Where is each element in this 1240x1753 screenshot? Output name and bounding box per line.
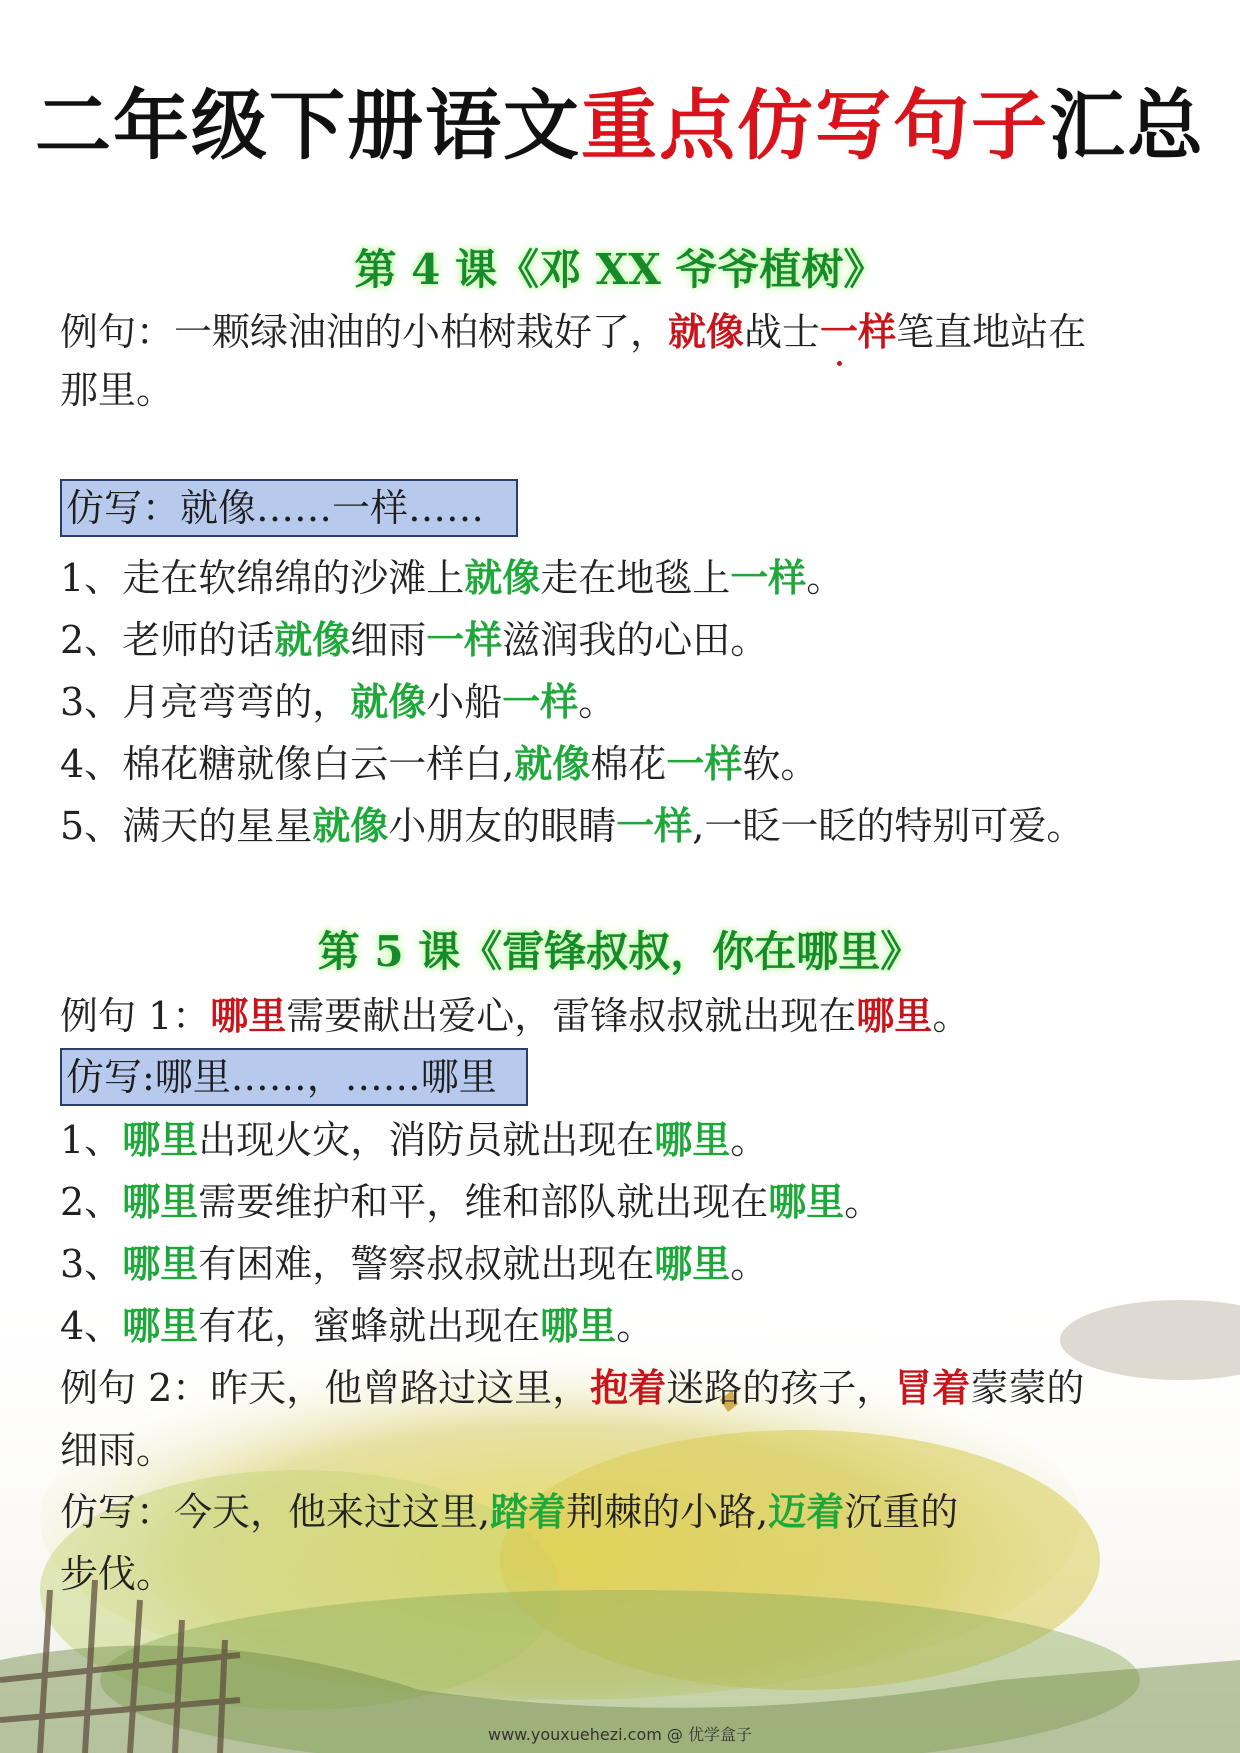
- item-text: 有花，蜜蜂就出现在: [198, 1304, 541, 1348]
- item-text: 满天的星星: [122, 804, 313, 848]
- keyword: 就像: [274, 617, 351, 662]
- item-text: 滋润我的心田。: [502, 618, 769, 662]
- keyword: 哪里: [768, 1179, 845, 1224]
- title-highlight: 重点仿写句子: [581, 81, 1049, 170]
- item-number: 1、: [60, 1118, 123, 1162]
- keyword: 一样: [730, 555, 807, 600]
- item-text: 需要维护和平，维和部队就出现在: [198, 1180, 769, 1224]
- keyword: 抱着: [590, 1365, 667, 1410]
- keyword: 哪里: [122, 1241, 199, 1286]
- title-part-3: 汇总: [1049, 81, 1205, 170]
- keyword: 哪里: [122, 1303, 199, 1348]
- example-text: 蒙蒙的: [970, 1366, 1085, 1410]
- item-text: 。: [578, 680, 617, 724]
- lesson-5-example-2-line-1: [60, 1358, 1084, 1418]
- keyword: 一样: [502, 679, 579, 724]
- item-text: 细雨: [350, 618, 427, 662]
- item-number: 2、: [60, 618, 123, 662]
- keyword: 哪里: [540, 1303, 617, 1348]
- lesson-5-example-1: [60, 986, 970, 1046]
- list-item: [60, 548, 844, 608]
- keyword: 冒着: [894, 1365, 971, 1410]
- keyword: 一样: [426, 617, 503, 662]
- lesson-4-title: 第 4 课《邓 XX 爷爷植树》: [354, 245, 886, 294]
- item-text: 有困难，警察叔叔就出现在: [198, 1242, 655, 1286]
- list-item: [60, 796, 1084, 856]
- list-item: [60, 734, 818, 794]
- list-item: [60, 1172, 882, 1232]
- item-text: 出现火灾，消防员就出现在: [198, 1118, 655, 1162]
- keyword: 就像: [312, 803, 389, 848]
- item-text: 。: [616, 1304, 655, 1348]
- keyword: 哪里: [122, 1117, 199, 1162]
- footer-watermark: www.youxuehezi.com @ 优学盒子: [488, 1725, 752, 1744]
- lesson-5-example-2-line-2: 细雨。: [60, 1428, 175, 1472]
- example-text: 。: [932, 994, 971, 1038]
- keyword: 一: [820, 302, 858, 362]
- keyword: 哪里: [210, 993, 287, 1038]
- item-text: ,一眨一眨的特别可爱。: [692, 804, 1085, 848]
- item-text: 。: [844, 1180, 883, 1224]
- imitate-text: 沉重的: [844, 1490, 959, 1534]
- keyword: 哪里: [122, 1179, 199, 1224]
- keyword: 就像: [514, 741, 591, 786]
- keyword: 一样: [666, 741, 743, 786]
- item-text: 走在地毯上: [540, 556, 731, 600]
- lesson-5-imitate-2-line-1: [60, 1482, 958, 1542]
- list-item: [60, 672, 616, 732]
- page-title: [0, 78, 1240, 174]
- list-item: [60, 1110, 768, 1170]
- lesson-5-imitate-2-line-2: 步伐。: [60, 1552, 175, 1596]
- list-item: [60, 610, 768, 670]
- item-number: 3、: [60, 680, 123, 724]
- item-number: 4、: [60, 742, 123, 786]
- example-text: 笔直地站在: [896, 310, 1087, 354]
- lesson-4-example-line-2: 那里。: [60, 368, 175, 412]
- lesson-5-imitate-label: 仿写:哪里……，……哪里: [60, 1048, 528, 1106]
- title-part-1: 二年级下册语文: [35, 81, 581, 170]
- item-text: 。: [730, 1242, 769, 1286]
- example-text: 例句 1：: [60, 994, 211, 1038]
- lesson-4-example-line-1: [60, 302, 1086, 362]
- item-text: 走在软绵绵的沙滩上: [122, 556, 465, 600]
- keyword: 就像: [668, 309, 745, 354]
- keyword: 就像: [350, 679, 427, 724]
- example-text: 战士: [744, 310, 821, 354]
- keyword: 哪里: [654, 1117, 731, 1162]
- lesson-5-title: 第 5 课《雷锋叔叔，你在哪里》: [317, 927, 923, 976]
- example-text: 例句：一颗绿油油的小柏树栽好了，: [60, 310, 669, 354]
- item-text: 小船: [426, 680, 503, 724]
- keyword: 踏着: [490, 1489, 567, 1534]
- keyword: 样: [858, 309, 897, 354]
- example-text: 迷路的孩子，: [666, 1366, 895, 1410]
- item-number: 4、: [60, 1304, 123, 1348]
- item-number: 3、: [60, 1242, 123, 1286]
- item-text: 月亮弯弯的，: [122, 680, 351, 724]
- item-text: 棉花: [590, 742, 667, 786]
- keyword: 迈着: [768, 1489, 845, 1534]
- imitate-text: 荆棘的小路,: [566, 1490, 769, 1534]
- item-text: 小朋友的眼睛: [388, 804, 617, 848]
- item-text: 棉花糖就像白云一样白,: [122, 742, 515, 786]
- example-text: 例句 2：昨天，他曾路过这里，: [60, 1366, 591, 1410]
- keyword: 就像: [464, 555, 541, 600]
- keyword: 哪里: [654, 1241, 731, 1286]
- keyword: 哪里: [856, 993, 933, 1038]
- item-text: 。: [806, 556, 845, 600]
- lesson-4-imitate-label: 仿写：就像……一样……: [60, 479, 518, 537]
- example-text: 需要献出爱心，雷锋叔叔就出现在: [286, 994, 857, 1038]
- item-number: 2、: [60, 1180, 123, 1224]
- list-item: [60, 1296, 654, 1356]
- item-text: 。: [730, 1118, 769, 1162]
- list-item: [60, 1234, 768, 1294]
- item-text: 软。: [742, 742, 819, 786]
- item-number: 5、: [60, 804, 123, 848]
- item-text: 老师的话: [122, 618, 275, 662]
- keyword: 一样: [616, 803, 693, 848]
- imitate-text: 仿写：今天，他来过这里,: [60, 1490, 491, 1534]
- item-number: 1、: [60, 556, 123, 600]
